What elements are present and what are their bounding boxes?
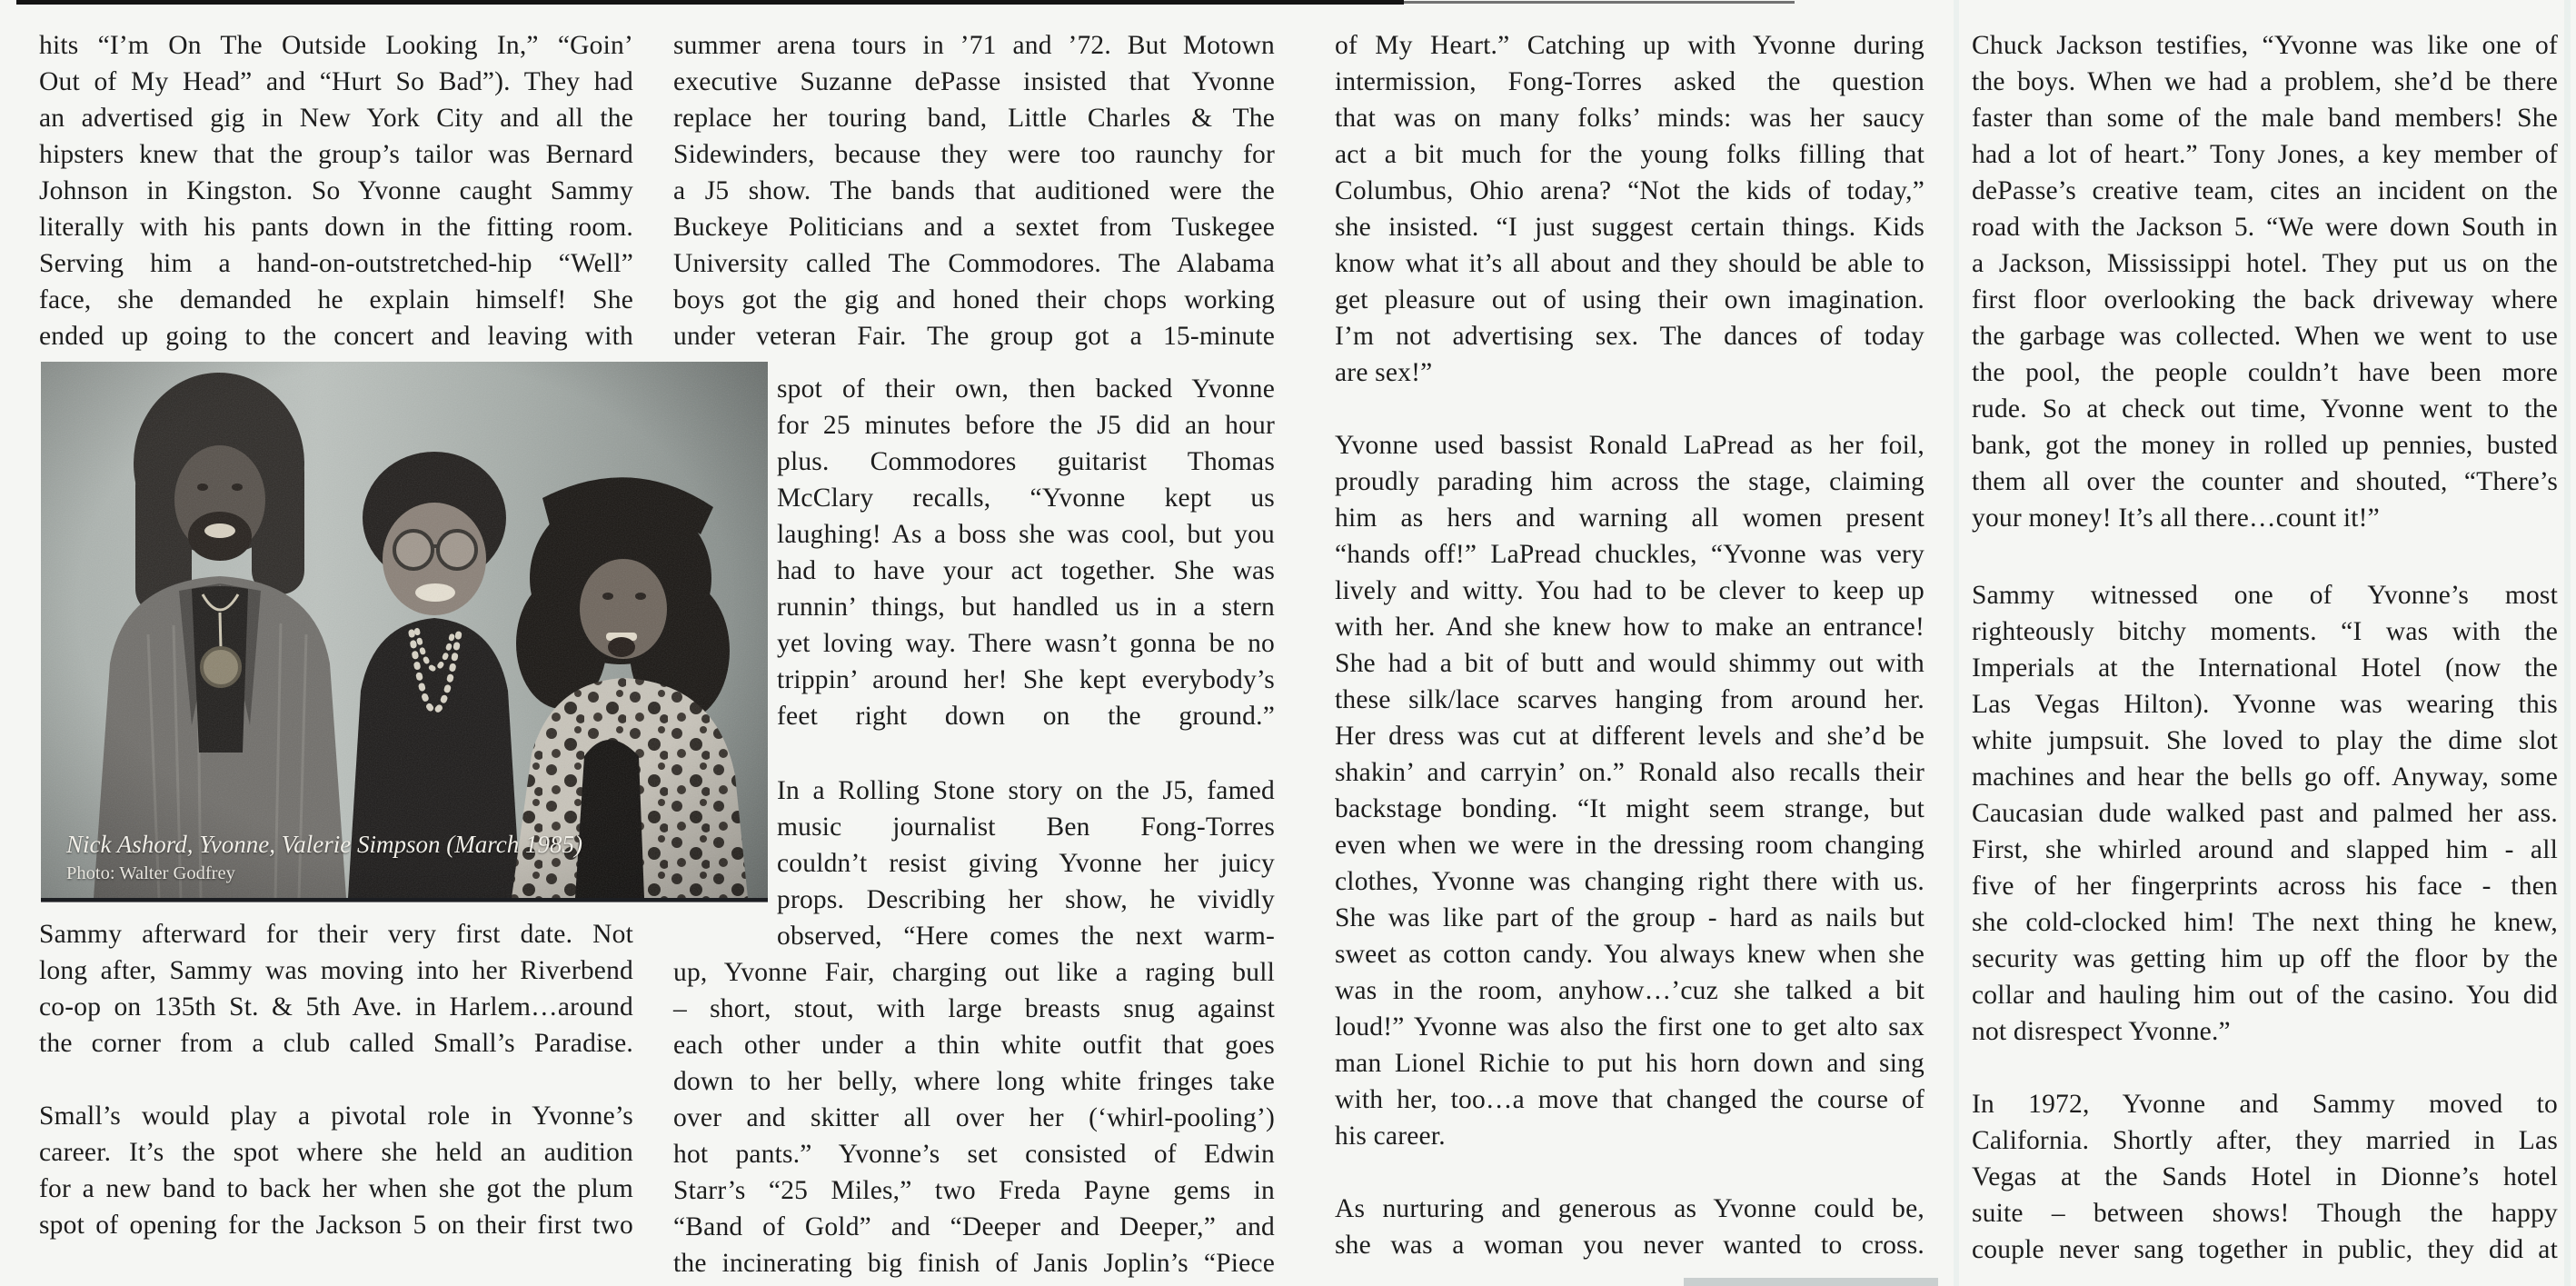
text-line: she insisted. “I just suggest certain things. Kids [1335, 213, 1925, 242]
column-4-paragraph-1 [1972, 27, 2558, 536]
text-line: these silk/lace scarves hanging from around her. [1335, 685, 1925, 714]
text-line: even when we were in the dressing room changing [1335, 831, 1925, 860]
text-line: career. It’s the spot where she held an audition [39, 1138, 633, 1167]
text-line: clothes, Yvonne was changing right there with us. [1335, 867, 1925, 896]
photo-image [41, 362, 768, 898]
text-line: summer arena tours in ’71 and ’72. But Motown [673, 31, 1275, 60]
text-line: McClary recalls, “Yvonne kept us [777, 483, 1275, 513]
text-line: couldn’t resist giving Yvonne her juicy [777, 849, 1275, 878]
text-line: replace her touring band, Little Charles & The [673, 104, 1275, 133]
text-line: with her. And she knew how to make an entrance! [1335, 613, 1925, 642]
text-line: proudly parading him across the stage, claiming [1335, 467, 1925, 496]
text-line: bank, got the money in rolled up pennies, busted [1972, 431, 2558, 460]
text-line: Chuck Jackson testifies, “Yvonne was like one of [1972, 31, 2558, 60]
text-line: an advertised gig in New York City and all the [39, 104, 633, 133]
text-line: couple never sang together in public, they did at [1972, 1235, 2558, 1264]
text-line: for a new band to back her when she got the plum [39, 1174, 633, 1203]
text-line: of My Heart.” Catching up with Yvonne during [1335, 31, 1925, 60]
text-line: she cold-clocked him! The next thing he knew, [1972, 908, 2558, 937]
text-line: backstage bonding. “It might seem strange, but [1335, 794, 1925, 823]
text-line: As nurturing and generous as Yvonne could be, [1335, 1194, 1925, 1223]
text-line: machines and hear the bells go off. Anyway, some [1972, 763, 2558, 792]
text-line: a Jackson, Mississippi hotel. They put us on the [1972, 249, 2558, 278]
text-line: each other under a thin white outfit that goes [673, 1031, 1275, 1060]
text-line: get pleasure out of using their own imagination. [1335, 285, 1925, 314]
text-line: – short, stout, with large breasts snug against [673, 994, 1275, 1023]
text-line: spot of opening for the Jackson 5 on their first two [39, 1211, 633, 1240]
text-line: She was like part of the group - hard as nails but [1335, 903, 1925, 932]
text-line: righteously bitchy moments. “I was with the [1972, 617, 2558, 646]
text-line: “Band of Gold” and “Deeper and Deeper,” and [673, 1212, 1275, 1241]
text-line: Sammy afterward for their very first date. Not [39, 920, 633, 949]
text-line: faster than some of the male band members! She [1972, 104, 2558, 133]
text-line: boys got the gig and honed their chops working [673, 285, 1275, 314]
text-line: the boys. When we had a problem, she’d be there [1972, 67, 2558, 96]
text-line: five of her fingerprints across his face - then [1972, 872, 2558, 901]
text-line: Vegas at the Sands Hotel in Dionne’s hotel [1972, 1162, 2558, 1191]
text-line: runnin’ things, but handled us in a stern [777, 593, 1275, 622]
column-2-segment-indented-2 [777, 773, 1275, 954]
text-line: feet right down on the ground.” [777, 702, 1275, 731]
column-1-paragraph-2 [39, 916, 633, 1062]
text-line: Starr’s “25 Miles,” two Freda Payne gems in [673, 1176, 1275, 1205]
text-line: hits “I’m On The Outside Looking In,” “Goin’ [39, 31, 633, 60]
text-line: his career. [1335, 1122, 1446, 1151]
text-line: suite – between shows! Though the happy [1972, 1199, 2558, 1228]
text-line: are sex!” [1335, 358, 1433, 387]
text-line: In 1972, Yvonne and Sammy moved to [1972, 1090, 2558, 1119]
text-line: that was on many folks’ minds: was her saucy [1335, 104, 1925, 133]
text-line: them all over the counter and shouted, “There’s [1972, 467, 2558, 496]
text-line: props. Describing her show, he vividly [777, 885, 1275, 914]
text-line: observed, “Here comes the next warm- [777, 922, 1275, 951]
text-line: white jumpsuit. She loved to play the dime slot [1972, 726, 2558, 755]
text-line: executive Suzanne dePasse insisted that Yvonne [673, 67, 1275, 96]
text-line: She had a bit of butt and would shimmy out with [1335, 649, 1925, 678]
text-line: I’m not advertising sex. The dances of today [1335, 322, 1925, 351]
page-edge-shadow [2564, 0, 2571, 1286]
text-line: long after, Sammy was moving into her Riverbend [39, 956, 633, 985]
text-line: loud!” Yvonne was also the first one to get alto sax [1335, 1012, 1925, 1042]
text-line: Out of My Head” and “Hurt So Bad”). They had [39, 67, 633, 96]
text-line: spot of their own, then backed Yvonne [777, 374, 1275, 404]
text-line: over and skitter all over her (‘whirl-pooling’) [673, 1103, 1275, 1132]
text-line: hot pants.” Yvonne’s set consisted of Edwin [673, 1140, 1275, 1169]
text-line: trippin’ around her! She kept everybody’s [777, 665, 1275, 694]
text-line: Columbus, Ohio arena? “Not the kids of today,” [1335, 176, 1925, 205]
text-line: under veteran Fair. The group got a 15-minute [673, 322, 1275, 351]
text-line: University called The Commodores. The Alabama [673, 249, 1275, 278]
text-line: Imperials at the International Hotel (now the [1972, 653, 2558, 683]
text-line: had to have your act together. She was [777, 556, 1275, 585]
text-line: Johnson in Kingston. So Yvonne caught Sammy [39, 176, 633, 205]
text-line: know what it’s all about and they should be able to [1335, 249, 1925, 278]
text-line: had a lot of heart.” Tony Jones, a key member of [1972, 140, 2558, 169]
column-2-segment-bottom [673, 954, 1275, 1281]
text-line: was in the room, anyhow…’cuz she talked a bit [1335, 976, 1925, 1005]
column-3-paragraph-2 [1335, 427, 1925, 1154]
text-line: the pool, the people couldn’t have been more [1972, 358, 2558, 387]
text-line: she was a woman you never wanted to cross. [1335, 1231, 1925, 1260]
column-1-paragraph-3 [39, 1098, 633, 1243]
text-line: plus. Commodores guitarist Thomas [777, 447, 1275, 476]
column-3-paragraph-3 [1335, 1191, 1925, 1263]
text-line: the corner from a club called Small’s Paradise. [39, 1029, 633, 1058]
column-2-segment-indented-1 [777, 371, 1275, 734]
text-line: lively and witty. You had to be clever to keep up [1335, 576, 1925, 605]
text-line: First, she whirled around and slapped him - all [1972, 835, 2558, 864]
text-line: first floor overlooking the back driveway where [1972, 285, 2558, 314]
text-line: In a Rolling Stone story on the J5, famed [777, 776, 1275, 805]
page-fold-shadow [1954, 0, 1959, 1286]
column-4-paragraph-2 [1972, 577, 2558, 1050]
text-line: your money! It’s all there…count it!” [1972, 503, 2380, 533]
column-1-paragraph-1 [39, 27, 633, 354]
text-line: hipsters knew that the group’s tailor was Bernard [39, 140, 633, 169]
text-line: Las Vegas Hilton). Yvonne was wearing this [1972, 690, 2558, 719]
text-line: him as hers and warning all women present [1335, 503, 1925, 533]
text-line: laughing! As a boss she was cool, but you [777, 520, 1275, 549]
text-line: Her dress was cut at different levels and she’d be [1335, 722, 1925, 751]
text-line: Caucasian dude walked past and palmed her ass. [1972, 799, 2558, 828]
scan-edge-top [16, 0, 1404, 5]
text-line: co-op on 135th St. & 5th Ave. in Harlem…around [39, 992, 633, 1022]
column-4-paragraph-3 [1972, 1086, 2558, 1268]
text-line: music journalist Ben Fong-Torres [777, 812, 1275, 842]
text-line: California. Shortly after, they married in Las [1972, 1126, 2558, 1155]
text-line: for 25 minutes before the J5 did an hour [777, 411, 1275, 440]
photo-caption: Nick Ashord, Yvonne, Valerie Simpson (March 1985) [66, 831, 582, 858]
text-line: shakin’ and carryin’ on.” Ronald also recalls their [1335, 758, 1925, 787]
text-line: “hands off!” LaPread chuckles, “Yvonne was very [1335, 540, 1925, 569]
text-line: not disrespect Yvonne.” [1972, 1017, 2231, 1046]
text-line: intermission, Fong-Torres asked the question [1335, 67, 1925, 96]
text-line: Buckeye Politicians and a sextet from Tuskegee [673, 213, 1275, 242]
text-line: sweet as cotton candy. You always knew when she [1335, 940, 1925, 969]
scan-bottom-sliver [1684, 1278, 1938, 1286]
text-line: man Lionel Richie to put his horn down and sing [1335, 1049, 1925, 1078]
text-line: act a bit much for the young folks filling that [1335, 140, 1925, 169]
scan-edge-top-faint [1404, 1, 1795, 4]
column-3-paragraph-1 [1335, 27, 1925, 391]
text-line: Sammy witnessed one of Yvonne’s most [1972, 581, 2558, 610]
photo [41, 362, 768, 902]
text-line: rude. So at check out time, Yvonne went to the [1972, 394, 2558, 424]
text-line: the incinerating big finish of Janis Joplin’s “Piece [673, 1249, 1275, 1278]
text-line: face, she demanded he explain himself! She [39, 285, 633, 314]
text-line: Serving him a hand-on-outstretched-hip “Well” [39, 249, 633, 278]
text-line: dePasse’s creative team, cites an incident on the [1972, 176, 2558, 205]
text-line: Sidewinders, because they were too raunchy for [673, 140, 1275, 169]
text-line: collar and hauling him out of the casino. You did [1972, 981, 2558, 1010]
text-line: yet loving way. There wasn’t gonna be no [777, 629, 1275, 658]
text-line: literally with his pants down in the fitting room. [39, 213, 633, 242]
text-line: the garbage was collected. When we went to use [1972, 322, 2558, 351]
photo-credit: Photo: Walter Godfrey [66, 863, 235, 883]
column-2-segment-top [673, 27, 1275, 354]
text-line: up, Yvonne Fair, charging out like a raging bull [673, 958, 1275, 987]
text-line: security was getting him up off the floor by the [1972, 944, 2558, 973]
text-line: Yvonne used bassist Ronald LaPread as her foil, [1335, 431, 1925, 460]
text-line: ended up going to the concert and leaving with [39, 322, 633, 351]
text-line: Small’s would play a pivotal role in Yvonne’s [39, 1102, 633, 1131]
text-line: with her, too…a move that changed the course of [1335, 1085, 1925, 1114]
text-line: down to her belly, where long white fringes take [673, 1067, 1275, 1096]
text-line: a J5 show. The bands that auditioned were the [673, 176, 1275, 205]
text-line: road with the Jackson 5. “We were down South in [1972, 213, 2558, 242]
